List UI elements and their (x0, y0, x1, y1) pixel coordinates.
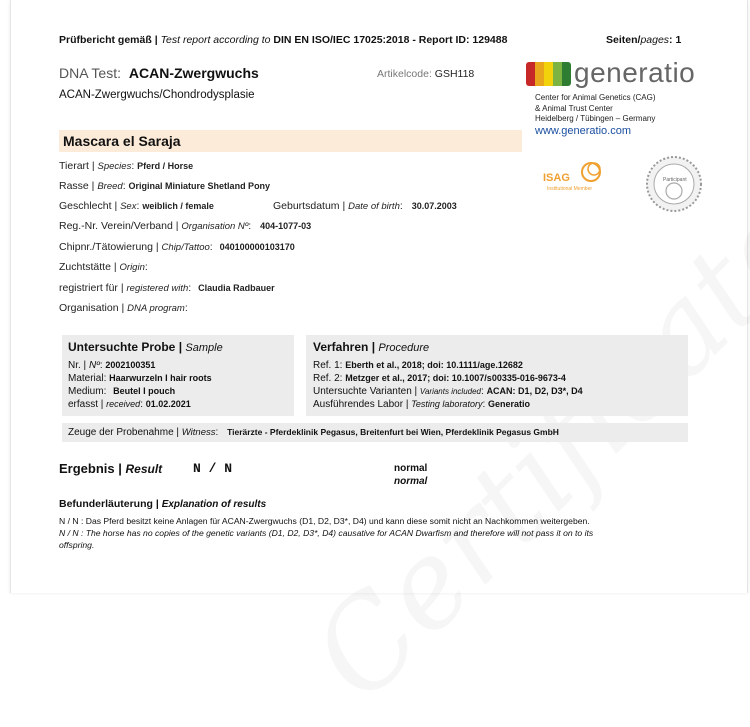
registered-row: registriert für | registered with: Claudia Radbauer (59, 282, 275, 294)
animal-name: Mascara el Saraja (63, 133, 181, 149)
procedure-lab-value: Generatio (488, 399, 531, 409)
procedure-variants-row: Untersuchte Varianten | Variants included: ACAN: D1, D2, D3*, D4 (313, 386, 583, 397)
article-code-label: Artikelcode: (377, 68, 432, 80)
isag-badge (541, 160, 603, 196)
header-title-de: Prüfbericht gemäß (59, 34, 152, 46)
lab-url-link[interactable]: www.generatio.com (535, 125, 631, 137)
pages-value: 1 (675, 34, 682, 46)
generatio-logo (526, 62, 571, 91)
sex-label-de: Geschlecht | (59, 200, 118, 212)
origin-label-en: Origin (119, 262, 145, 273)
witness-label-de: Zeuge der Probenahme | (68, 427, 180, 438)
dna-test-subtitle: ACAN-Zwergwuchs/Chondrodysplasie (59, 89, 255, 101)
dna-test-label: DNA Test: (59, 65, 121, 81)
sample-medium-label: Medium: (68, 386, 107, 397)
registered-value: Claudia Radbauer (198, 283, 275, 293)
witness-label-en: Witness (181, 427, 216, 438)
result-status-de: normal (394, 463, 428, 474)
participant-seal (645, 155, 703, 213)
procedure-variants-label-en: Variants included (419, 387, 481, 396)
pages-label-en: pages (640, 34, 670, 46)
chip-row: Chipnr./Tätowierung | Chip/Tattoo: 040100000103170 (59, 241, 295, 253)
org-label-en: DNA program (127, 303, 185, 314)
explanation-title-de: Befunderläuterung | (59, 498, 159, 510)
isag-badge-text: ISAG (543, 172, 570, 184)
sample-received-label-en: received (106, 399, 141, 409)
birth-row: Geburtsdatum | Date of birth: 30.07.2003 (273, 200, 457, 212)
header-sep: | (154, 34, 158, 46)
breed-row: Rasse | Breed: Original Miniature Shetland Pony (59, 180, 271, 192)
procedure-title (313, 340, 429, 354)
sample-nr-label: Nr. | (68, 360, 87, 371)
pages-indicator (606, 34, 681, 46)
origin-row: Zuchtstätte | Origin: (59, 261, 148, 273)
sample-received-row: erfasst | received: 01.02.2021 (68, 399, 191, 410)
species-label-de: Tierart | (59, 160, 95, 172)
dna-test-title (59, 65, 259, 81)
lab-address (535, 93, 655, 125)
witness-value: Tierärzte - Pferdeklinik Pegasus, Breitenfurt bei Wien, Pferdeklinik Pegasus GmbH (227, 427, 559, 437)
reg-label-de: Reg.-Nr. Verein/Verband | (59, 220, 179, 232)
pages-colon: : (669, 34, 673, 46)
header-title-en: Test report according to (160, 34, 271, 46)
explanation-title-en: Explanation of results (161, 499, 267, 510)
chip-label-de: Chipnr./Tätowierung | (59, 241, 159, 253)
procedure-variants-value: ACAN: D1, D2, D3*, D4 (486, 386, 583, 396)
sample-title-en: Sample (185, 342, 223, 354)
witness-row: Zeuge der Probenahme | Witness: Tierärzte - Pferdeklinik Pegasus, Breitenfurt bei Wien, Pferdeklinik Pegasus GmbH (68, 427, 559, 438)
result-genotype: N / N (193, 461, 233, 476)
isag-badge-sub: Institutional Member (547, 186, 593, 192)
origin-label-de: Zuchtstätte | (59, 261, 117, 273)
watermark (286, 172, 750, 726)
procedure-lab-label-en: Testing laboratory (411, 399, 483, 409)
sample-title (68, 340, 223, 354)
lab-line-2: & Animal Trust Center (535, 103, 613, 113)
header-standard: DIN EN ISO/IEC 17025:2018 - Report ID: (273, 34, 470, 46)
organisation-row: Organisation | DNA program: (59, 302, 188, 314)
report-page (10, 0, 748, 593)
species-value: Pferd / Horse (137, 161, 194, 171)
sample-material-label: Material: (68, 373, 107, 384)
result-label-de: Ergebnis | (59, 461, 122, 476)
sex-row: Geschlecht | Sex: weiblich / female (59, 200, 214, 212)
procedure-ref2-row (313, 373, 566, 384)
procedure-title-en: Procedure (378, 342, 430, 354)
report-id: 129488 (472, 34, 508, 46)
generatio-wordmark: generatio (574, 57, 696, 88)
explanation-text-de: N / N : Das Pferd besitzt keine Anlagen für ACAN-Zwergwuchs (D1, D2, D3*, D4) und kann diese somit nicht an Nachkommen weitergeben. (59, 516, 590, 526)
sample-nr-label-en: Nº (88, 360, 100, 371)
registered-label-de: registriert für | (59, 282, 124, 294)
dna-test-name: ACAN-Zwergwuchs (128, 65, 259, 81)
breed-label-en: Breed (97, 181, 123, 192)
result-status-en: normal (394, 476, 428, 487)
sample-medium-row (68, 386, 175, 397)
procedure-ref1-value: Eberth et al., 2018; doi: 10.1111/age.12682 (345, 360, 523, 370)
explanation-text-en-1: N / N : The horse has no copies of the genetic variants (D1, D2, D3*, D4) causative for ACAN Dwarfism and therefore will not pass it on to its (59, 528, 594, 538)
sample-title-de: Untersuchte Probe | (68, 340, 183, 354)
sex-value: weiblich / female (142, 201, 214, 211)
explanation-title (59, 498, 266, 510)
sample-received-label: erfasst | (68, 399, 104, 410)
procedure-variants-label: Untersuchte Varianten | (313, 386, 418, 397)
explanation-text-en-2: offspring. (59, 540, 95, 550)
article-code (377, 68, 474, 80)
org-label-de: Organisation | (59, 302, 125, 314)
procedure-ref2-value: Metzger et al., 2017; doi: 10.1007/s00335-016-9673-4 (345, 373, 566, 383)
procedure-title-de: Verfahren | (313, 340, 376, 354)
participant-seal-text: Participant (663, 177, 687, 183)
sample-medium-value: Beutel I pouch (113, 386, 176, 396)
reg-label-en: Organisation Nº (181, 221, 249, 232)
procedure-ref2-label: Ref. 2: (313, 373, 343, 384)
article-code-value: GSH118 (434, 68, 475, 80)
chip-label-en: Chip/Tattoo (161, 242, 210, 253)
reg-value: 404-1077-03 (260, 221, 312, 231)
sample-material-value: Haarwurzeln I hair roots (109, 373, 212, 383)
birth-label-en: Date of birth (348, 201, 400, 212)
birth-value: 30.07.2003 (411, 201, 457, 211)
sample-nr-value: 2002100351 (105, 360, 156, 370)
lab-line-1: Center for Animal Genetics (CAG) (535, 93, 656, 102)
procedure-lab-label: Ausführendes Labor | (313, 399, 409, 410)
species-label-en: Species (97, 161, 132, 172)
lab-line-3: Heidelberg / Tübingen – Germany (535, 114, 656, 123)
procedure-ref1-label: Ref. 1: (313, 360, 343, 371)
result-row (59, 461, 162, 476)
result-label-en: Result (125, 462, 163, 476)
report-header (59, 34, 507, 46)
chip-value: 040100000103170 (219, 242, 295, 252)
sample-received-value: 01.02.2021 (145, 399, 191, 409)
sample-material-row (68, 373, 212, 384)
procedure-ref1-row (313, 360, 523, 371)
species-row: Tierart | Species: Pferd / Horse (59, 160, 194, 172)
breed-value: Original Miniature Shetland Pony (128, 181, 271, 191)
registration-row: Reg.-Nr. Verein/Verband | Organisation Nº: 404-1077-03 (59, 220, 312, 232)
birth-label-de: Geburtsdatum | (273, 200, 346, 212)
breed-label-de: Rasse | (59, 180, 95, 192)
registered-label-en: registered with (126, 283, 189, 294)
pages-label-de: Seiten/ (606, 34, 641, 46)
procedure-lab-row: Ausführendes Labor | Testing laboratory: Generatio (313, 399, 531, 410)
sex-label-en: Sex (120, 201, 137, 212)
sample-nr-row: Nr. | Nº: 2002100351 (68, 360, 156, 371)
